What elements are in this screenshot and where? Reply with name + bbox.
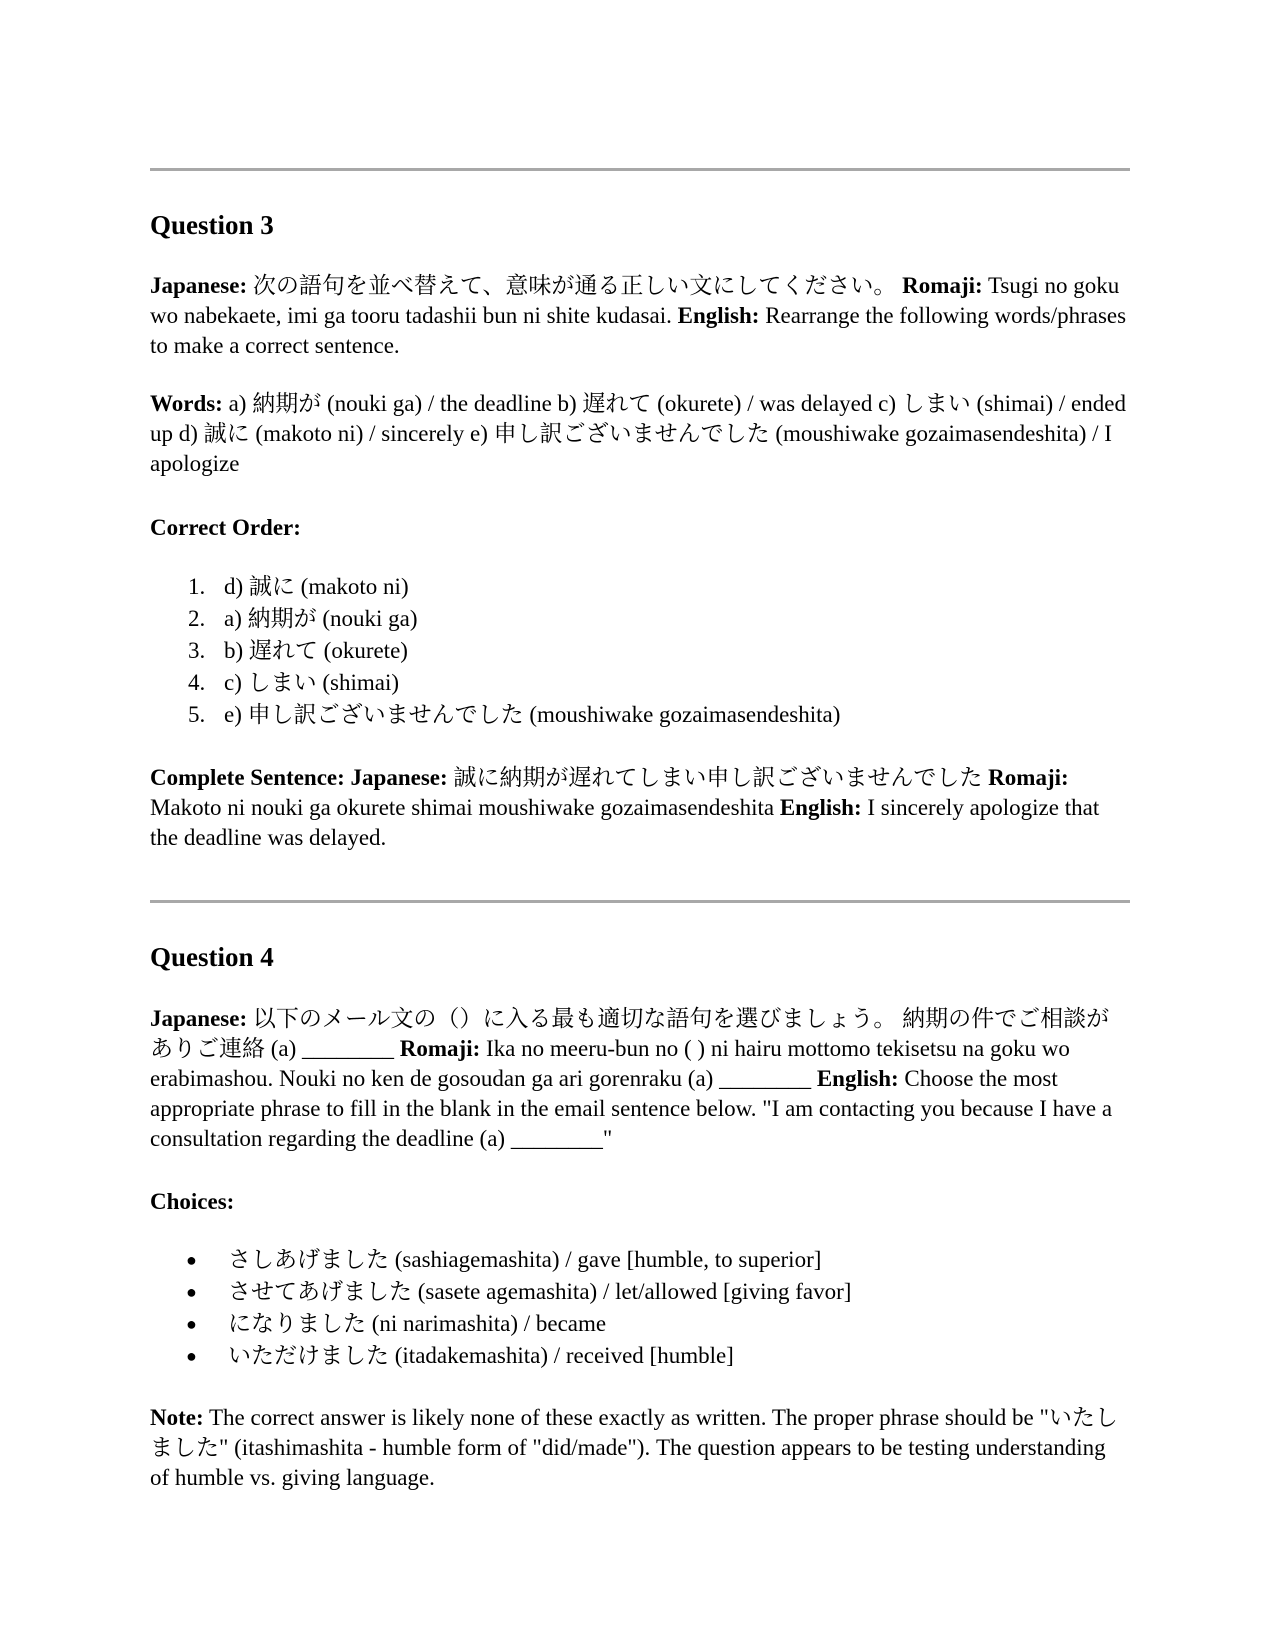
words-label: Words: <box>150 391 223 416</box>
bullet-icon: ● <box>186 1282 197 1302</box>
japanese-instruction: 以下のメール文の（）に入る最も適切な語句を選びましょう。 納期の件でご相談がありご連絡 (a) ________ <box>150 1006 1110 1061</box>
note-label: Note: <box>150 1405 204 1430</box>
note-text: The correct answer is likely none of these exactly as written. The proper phrase should be "いたしました" (itashimashita - humble form of "did/made"). The question appears to be testing understanding of humble vs. giving language. <box>150 1405 1118 1490</box>
japanese-label: Japanese: <box>150 273 248 298</box>
english-label: English: <box>779 795 862 820</box>
complete-sentence-romaji: Makoto ni nouki ga okurete shimai moushiwake gozaimasendeshita <box>150 795 780 820</box>
correct-order-label: Correct Order: <box>150 515 301 540</box>
complete-sentence <box>150 763 1130 853</box>
list-item-text: c) しまい (shimai) <box>224 670 400 695</box>
japanese-instruction: 次の語句を並べ替えて、意味が通る正しい文にしてください。 <box>247 273 903 298</box>
choices-list-wrapper <box>150 1244 1130 1372</box>
question-3-words <box>150 389 1130 479</box>
english-label: English: <box>816 1066 899 1091</box>
choice-text: させてあげました (sasete agemashita) / let/allowed [giving favor] <box>228 1279 852 1304</box>
complete-sentence-japanese: 誠に納期が遅れてしまい申し訳ございませんでした <box>447 765 989 790</box>
list-item-text: d) 誠に (makoto ni) <box>224 574 409 599</box>
romaji-instruction: Tsugi no goku wo nabekaete, imi ga tooru tadashii bun ni shite kudasai. <box>150 273 1120 328</box>
question-3-prompt <box>150 271 1130 361</box>
question-4-prompt <box>150 1004 1130 1154</box>
correct-order-list-wrapper <box>150 571 1130 731</box>
correct-order-list <box>150 571 1130 731</box>
list-item <box>150 699 1130 731</box>
words-text: a) 納期が (nouki ga) / the deadline b) 遅れて (okurete) / was delayed c) しまい (shimai) / ended up d) 誠に (makoto ni) / sincerely e) 申し訳ございませんでした (moushiwake gozaimasendeshita) / I apologize <box>150 391 1126 476</box>
list-item-text: e) 申し訳ございませんでした (moushiwake gozaimasendeshita) <box>224 702 841 727</box>
list-item-text: a) 納期が (nouki ga) <box>224 606 418 631</box>
choice-text: さしあげました (sashiagemashita) / gave [humble, to superior] <box>228 1247 822 1272</box>
list-item <box>150 635 1130 667</box>
choices-label: Choices: <box>150 1189 235 1214</box>
section-divider <box>150 168 1130 171</box>
bullet-icon: ● <box>186 1314 197 1334</box>
romaji-label: Romaji: <box>399 1036 481 1061</box>
list-item <box>150 1308 1130 1340</box>
list-item <box>150 1340 1130 1372</box>
list-number: 1. <box>188 574 206 599</box>
complete-sentence-english: I sincerely apologize that the deadline was delayed. <box>150 795 1100 850</box>
bullet-icon: ● <box>186 1250 197 1270</box>
list-item <box>150 1244 1130 1276</box>
question-4-heading: Question 4 <box>150 942 274 972</box>
list-item <box>150 667 1130 699</box>
list-number: 4. <box>188 670 206 695</box>
list-number: 5. <box>188 702 206 727</box>
list-item <box>150 571 1130 603</box>
english-instruction: Rearrange the following words/phrases to make a correct sentence. <box>150 303 1127 358</box>
question-3-heading: Question 3 <box>150 210 274 240</box>
list-item-text: b) 遅れて (okurete) <box>224 638 408 663</box>
romaji-instruction: Ika no meeru-bun no ( ) ni hairu mottomo tekisetsu na goku wo erabimashou. Nouki no ken de gosoudan ga ari gorenraku (a) ________ <box>150 1036 1070 1091</box>
choice-text: いただけました (itadakemashita) / received [humble] <box>228 1343 734 1368</box>
note <box>150 1403 1130 1493</box>
romaji-label: Romaji: <box>988 765 1069 790</box>
english-label: English: <box>677 303 760 328</box>
choice-text: になりました (ni narimashita) / became <box>228 1311 607 1336</box>
list-item <box>150 1276 1130 1308</box>
choices-list <box>150 1244 1130 1372</box>
list-number: 3. <box>188 638 206 663</box>
complete-sentence-label: Complete Sentence: Japanese: <box>150 765 448 790</box>
romaji-label: Romaji: <box>902 273 983 298</box>
section-divider <box>150 900 1130 903</box>
list-number: 2. <box>188 606 206 631</box>
japanese-label: Japanese: <box>150 1006 248 1031</box>
bullet-icon: ● <box>186 1346 197 1366</box>
list-item <box>150 603 1130 635</box>
english-instruction: Choose the most appropriate phrase to fill in the blank in the email sentence below. "I am contacting you because I have a consultation regarding the deadline (a) ________" <box>150 1066 1113 1151</box>
